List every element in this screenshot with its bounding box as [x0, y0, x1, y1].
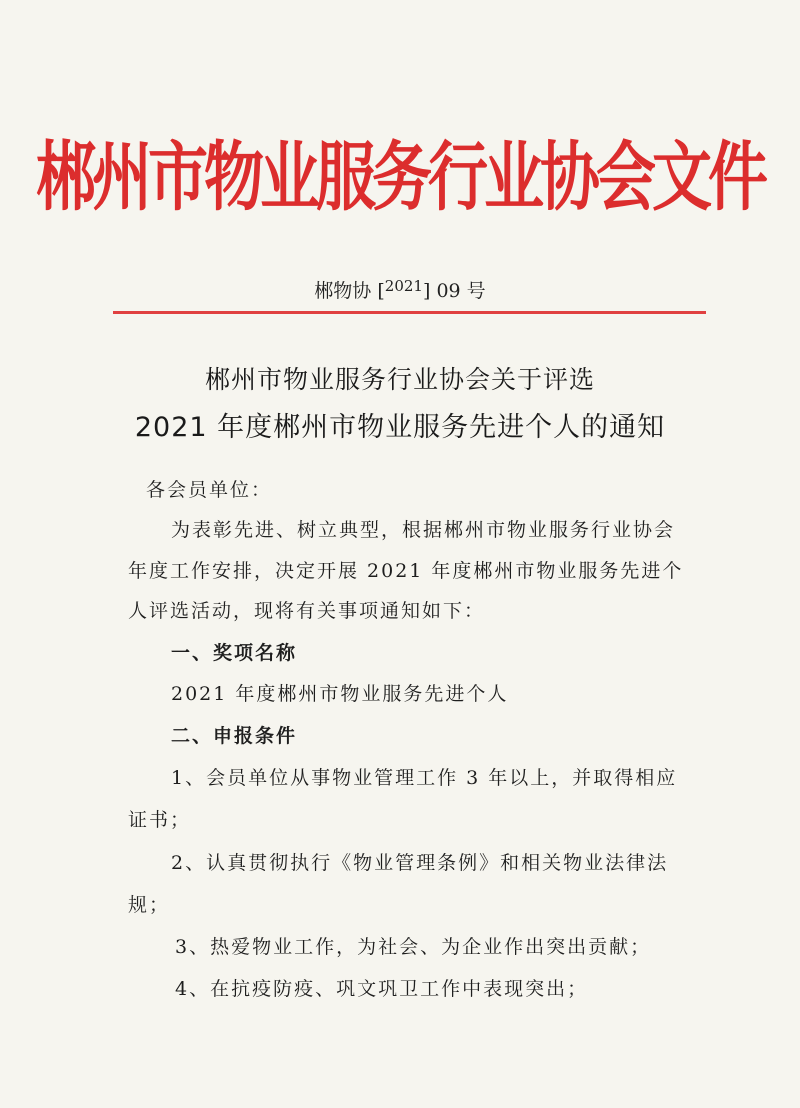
- condition-2-line-a: 2、认真贯彻执行《物业管理条例》和相关物业法律法: [171, 852, 669, 874]
- doc-no: 09: [436, 280, 461, 302]
- doc-prefix: 郴物协: [314, 280, 372, 302]
- section-1-heading: 一、奖项名称: [171, 642, 298, 664]
- doc-bracket-open: [: [377, 280, 385, 302]
- section-2-heading: 二、申报条件: [171, 725, 298, 747]
- condition-2-line-b: 规；: [128, 894, 171, 916]
- intro-line-2: 年度工作安排，决定开展 2021 年度郴州市物业服务先进个: [128, 560, 684, 582]
- doc-year: 2021: [384, 277, 423, 295]
- notice-title-line-1: 郴州市物业服务行业协会关于评选: [204, 365, 595, 394]
- section-1-text: 2021 年度郴州市物业服务先进个人: [171, 683, 509, 705]
- intro-line-1: 为表彰先进、树立典型，根据郴州市物业服务行业协会: [171, 519, 676, 541]
- salutation: 各会员单位：: [146, 479, 273, 501]
- red-separator-rule: [113, 311, 706, 314]
- intro-line-3: 人评选活动，现将有关事项通知如下：: [128, 600, 486, 622]
- org-header-title: 郴州市物业服务行业协会文件: [36, 134, 764, 222]
- condition-4: 4、在抗疫防疫、巩文巩卫工作中表现突出；: [175, 978, 589, 1000]
- condition-1-line-b: 证书；: [128, 809, 192, 831]
- notice-title-line-2: 2021 年度郴州市物业服务先进个人的通知: [134, 412, 666, 443]
- document-number: [0, 276, 800, 303]
- doc-bracket-close: ]: [422, 280, 431, 302]
- doc-suffix: 号: [466, 280, 486, 302]
- condition-1-line-a: 1、会员单位从事物业管理工作 3 年以上，并取得相应: [171, 767, 678, 789]
- condition-3: 3、热爱物业工作，为社会、为企业作出突出贡献；: [175, 936, 652, 958]
